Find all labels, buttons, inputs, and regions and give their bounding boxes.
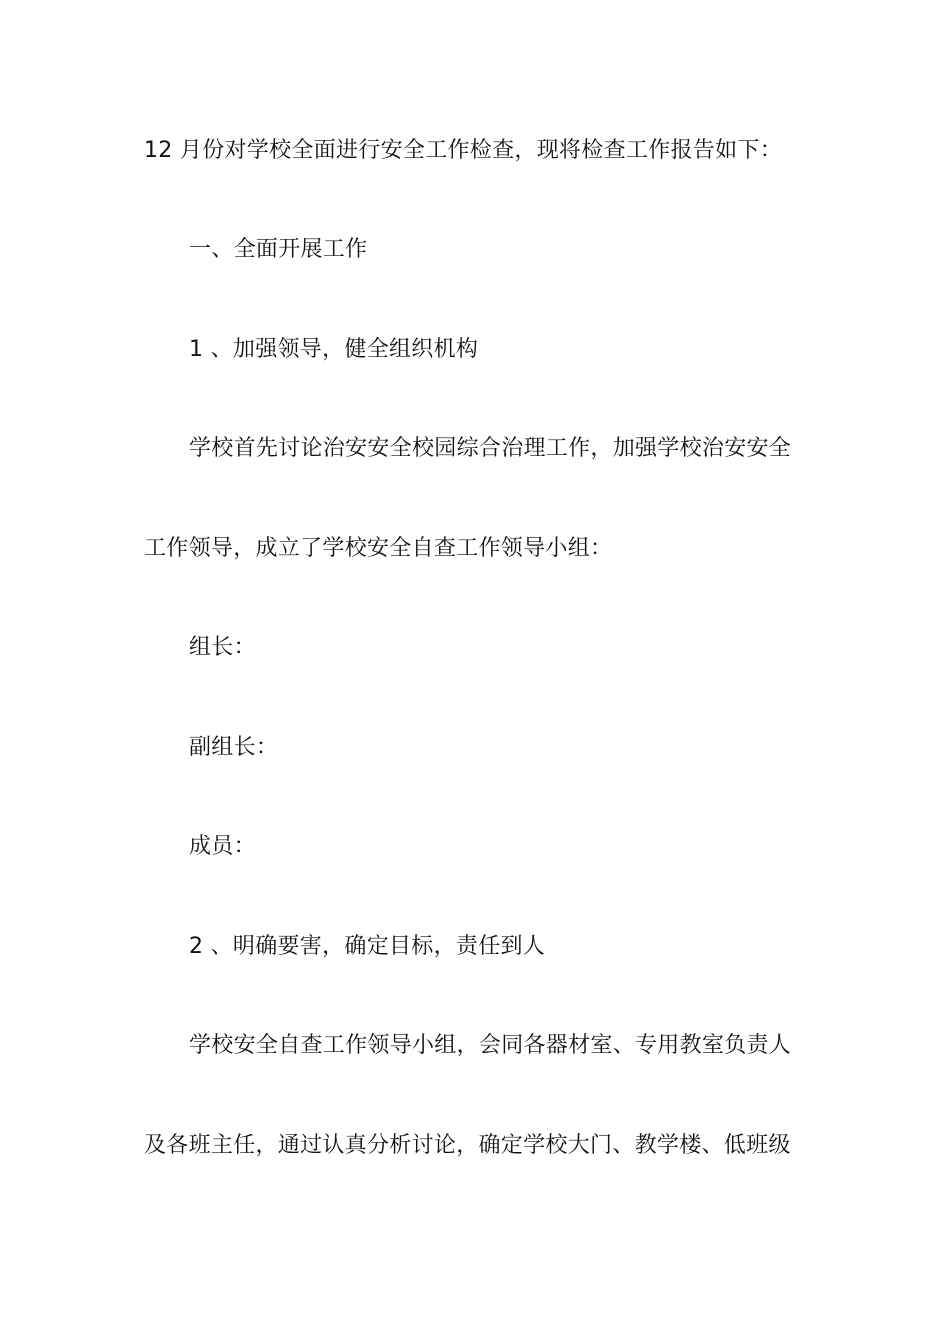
section-heading-1: 一、全面开展工作 [189,237,368,262]
leader-label: 组长： [189,635,256,660]
paragraph-2-line-1: 学校安全自查工作领导小组，会同各器材室、专用教室负责人 [189,1033,792,1058]
members-label: 成员： [189,834,256,859]
paragraph-2-line-2: 及各班主任，通过认真分析讨论，确定学校大门、教学楼、低班级 [144,1133,791,1158]
paragraph-1-line-2: 工作领导，成立了学校安全自查工作领导小组： [144,536,613,561]
paragraph-1-line-1: 学校首先讨论治安安全校园综合治理工作，加强学校治安安全 [189,436,792,461]
subsection-heading-2: 2 、明确要害，确定目标，责任到人 [189,934,546,959]
intro-paragraph: 12 月份对学校全面进行安全工作检查，现将检查工作报告如下： [144,138,782,163]
deputy-leader-label: 副组长： [189,735,279,760]
subsection-heading-1: 1 、加强领导，健全组织机构 [189,337,479,362]
